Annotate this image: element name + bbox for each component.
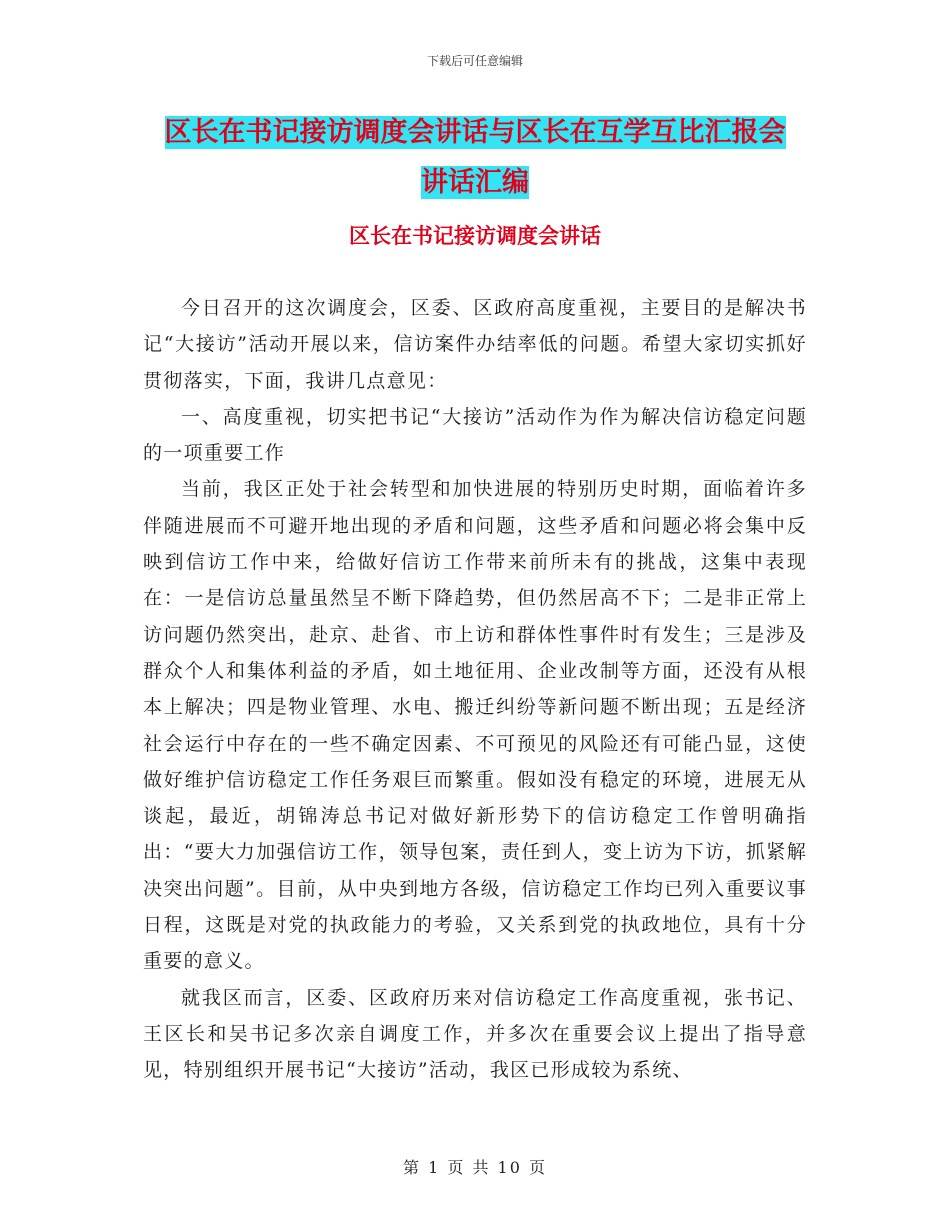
header-note: 下载后可任意编辑 (426, 54, 523, 68)
paragraph: 今日召开的这次调度会，区委、区政府高度重视，主要目的是解决书记“大接访”活动开展以来，信访案件办结率低的问题。希望大家切实抓好贯彻落实，下面，我讲几点意见： (143, 297, 807, 392)
paragraph: 一、高度重视，切实把书记“大接访”活动作为作为解决信访稳定问题的一项重要工作 (143, 405, 807, 465)
section-title: 区长在书记接访调度会讲话 (349, 224, 601, 248)
page-number: 第 1 页 共 10 页 (403, 1158, 547, 1177)
title-line-1: 区长在书记接访调度会讲话与区长在互学互比汇报会 (164, 117, 786, 148)
paragraph: 就我区而言，区委、区政府历来对信访稳定工作高度重视，张书记、王区长和吴书记多次亲自调度工作，并多次在重要会议上提出了指导意见，特别组织开展书记“大接访”活动，我区已形成较为系统、 (143, 986, 807, 1082)
title-line-2: 讲话汇编 (421, 167, 529, 198)
document-title (0, 108, 950, 208)
body-text (143, 290, 807, 1089)
paragraph: 当前，我区正处于社会转型和加快进展的特别历史时期，面临着许多伴随进展而不可避开地出现的矛盾和问题，这些矛盾和问题必将会集中反映到信访工作中来，给做好信访工作带来前所未有的挑战，这集中表现在：一是信访总量虽然呈不断下降趋势，但仍然居高不下；二是非正常上访问题仍然突出，赴京、赴省、市上访和群体性事件时有发生；三是涉及群众个人和集体利益的矛盾，如土地征用、企业改制等方面，还没有从根本上解决；四是物业管理、水电、搬迁纠纷等新问题不断出现；五是经济社会运行中存在的一些不确定因素、不可预见的风险还有可能凸显，这使做好维护信访稳定工作任务艰巨而繁重。假如没有稳定的环境，进展无从谈起，最近，胡锦涛总书记对做好新形势下的信访稳定工作曾明确指出：“要大力加强信访工作，领导包案，责任到人，变上访为下访，抓紧解决突出问题”。目前，从中央到地方各级，信访稳定工作均已列入重要议事日程，这既是对党的执政能力的考验，又关系到党的执政地位，具有十分重要的意义。 (143, 478, 807, 973)
